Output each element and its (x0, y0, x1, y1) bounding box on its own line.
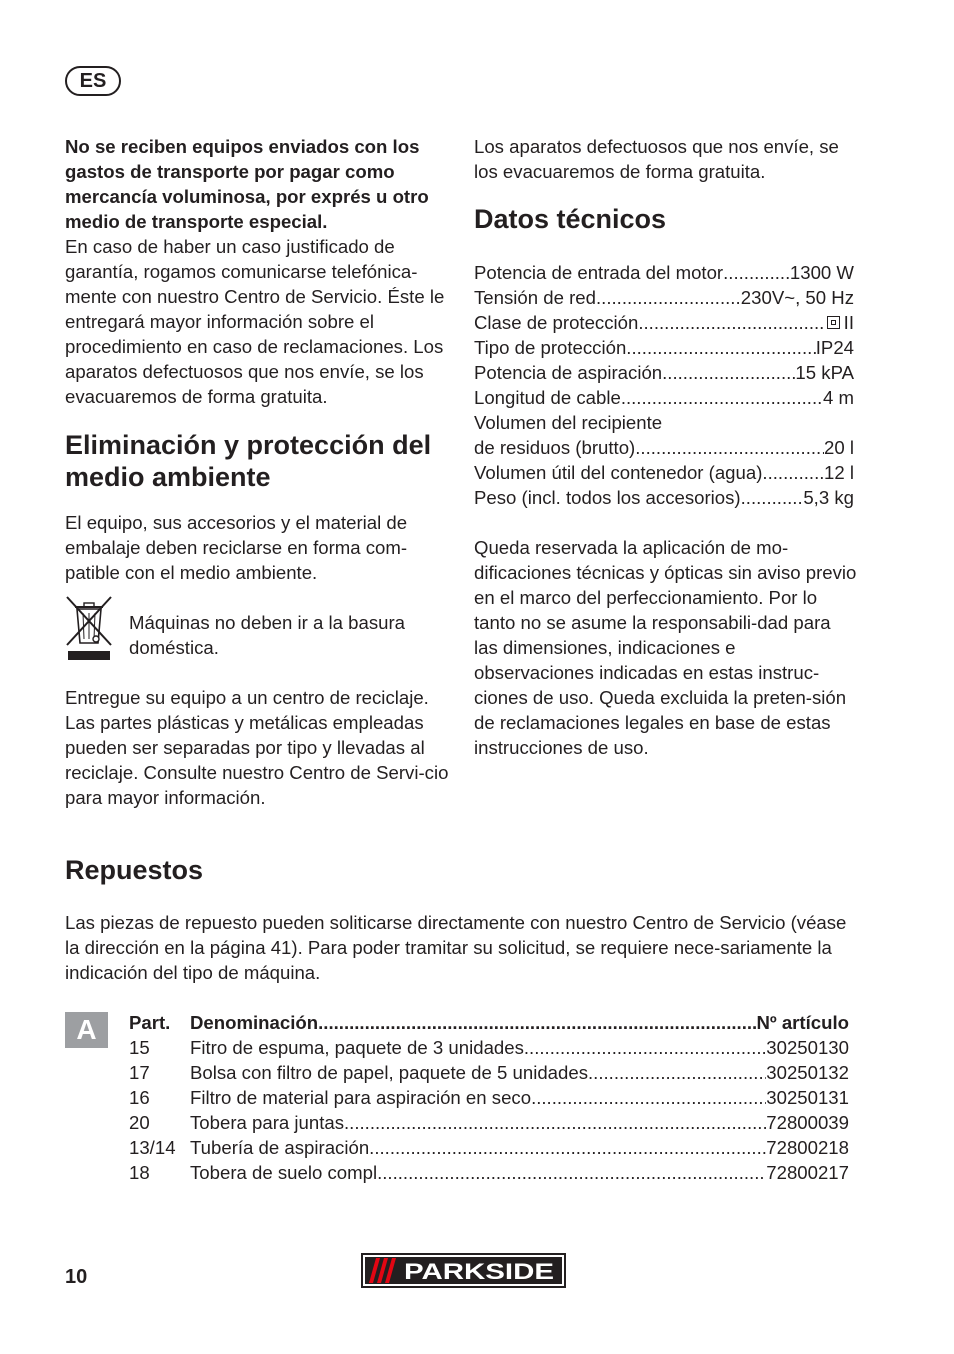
article-number: 72800218 (766, 1137, 849, 1158)
part-number: 16 (129, 1087, 150, 1108)
spares-heading: Repuestos (65, 855, 204, 885)
spec-label: Longitud de cable (474, 387, 621, 408)
spec-value: II (843, 312, 854, 333)
left-column (65, 134, 450, 409)
table-row (129, 1035, 849, 1060)
crossed-out-bin-icon (65, 595, 113, 661)
page-number: 10 (65, 1266, 88, 1288)
right-intro: Los aparatos defectuosos que nos envíe, se los evacuaremos de forma gratuita. (474, 136, 839, 182)
spec-row (474, 285, 854, 310)
spec-label: Volumen útil del contenedor (agua) (474, 462, 763, 483)
spec-value: 5,3 kg (803, 487, 854, 508)
article-number: 30250132 (766, 1062, 849, 1083)
environment-paragraph (65, 510, 450, 585)
spec-label: Potencia de entrada del motor (474, 262, 724, 283)
svg-text:PARKSIDE: PARKSIDE (404, 1259, 554, 1284)
spec-row (474, 360, 854, 385)
spec-value: IP24 (815, 337, 854, 358)
weee-text: Máquinas no deben ir a la basura doméstica. (129, 612, 405, 658)
article-number: 30250131 (766, 1087, 849, 1108)
part-number: 13/14 (129, 1137, 176, 1158)
environment-text: El equipo, sus accesorios y el material de embalaje deben reciclarse en forma com-patible con el medio ambiente. (65, 512, 408, 583)
spec-label: Peso (incl. todos los accesorios) (474, 487, 741, 508)
spec-value: 1300 W (789, 262, 854, 283)
language-badge: ES (65, 66, 121, 96)
header-part: Part. (129, 1012, 171, 1033)
table-row (129, 1160, 849, 1185)
spec-row (474, 335, 854, 360)
part-name: Tobera de suelo compl. (190, 1162, 383, 1183)
spec-label: Clase de protección (474, 312, 639, 333)
part-name: Fitro de espuma, paquete de 3 unidades (190, 1037, 524, 1058)
shipping-notice: No se reciben equipos enviados con los gastos de transporte por pagar como mercancía voluminosa, por exprés u otro medio de transporte especial. (65, 136, 429, 232)
spec-row (474, 485, 854, 510)
spec-label-line: Volumen del recipiente (474, 412, 663, 433)
part-number: 20 (129, 1112, 150, 1133)
part-number: 17 (129, 1062, 150, 1083)
table-row (129, 1110, 849, 1135)
protection-class-icon (827, 316, 840, 329)
environment-heading: Eliminación y protección del medio ambiente (65, 430, 432, 492)
table-row (129, 1135, 849, 1160)
recycling-paragraph (65, 685, 450, 810)
part-name: Bolsa con filtro de papel, paquete de 5 unidades (190, 1062, 588, 1083)
spec-row (474, 460, 854, 485)
spec-value: 15 kPA (795, 362, 854, 383)
parkside-logo (361, 1253, 566, 1288)
spares-intro: Las piezas de repuesto pueden soliticarse directamente con nuestro Centro de Servicio (véase la dirección en la página 41). Para poder tramitar su solicitud, se requiere nece-sariamente la indicación del tipo de máquina. (65, 912, 847, 983)
spec-label: Tipo de protección (474, 337, 627, 358)
spec-row (474, 310, 854, 335)
part-name: Filtro de material para aspiración en seco (190, 1087, 532, 1108)
disclaimer-paragraph: Queda reservada la aplicación de mo-dificaciones técnicas y ópticas sin aviso previo en el marco del perfeccionamiento. Por lo tanto no se asume la responsabili-dad para las dimensiones, indicaciones e observaciones indicadas en estas instruc-ciones de uso. Queda excluida la preten-sión de reclamaciones legales en base de estas instrucciones de uso. (474, 537, 857, 758)
spec-value: 20 l (824, 437, 854, 458)
article-number: 30250130 (766, 1037, 849, 1058)
spec-value: 230V~, 50 Hz (740, 287, 854, 308)
header-article: Nº artículo (756, 1012, 849, 1033)
spec-value: 12 l (824, 462, 854, 483)
part-number: 18 (129, 1162, 150, 1183)
spec-value: 4 m (823, 387, 854, 408)
header-name: Denominación (190, 1012, 319, 1033)
part-name: Tobera para juntas (190, 1112, 345, 1133)
spec-row (474, 260, 854, 285)
spec-label: de residuos (brutto) (474, 437, 636, 458)
spec-row (474, 435, 854, 460)
specs-heading: Datos técnicos (474, 204, 667, 234)
spec-row (474, 385, 854, 410)
part-name: Tubería de aspiración (190, 1137, 370, 1158)
warranty-paragraph: En caso de haber un caso justificado de garantía, rogamos comunicarse telefónica-mente con nuestro Centro de Servicio. Éste le entregará mayor información sobre el procedimiento en caso de reclamaciones. Los aparatos defectuosos que nos envíe, se los evacuaremos de forma gratuita. (65, 236, 445, 407)
part-number: 15 (129, 1037, 150, 1058)
spec-label: Potencia de aspiración (474, 362, 663, 383)
table-row (129, 1085, 849, 1110)
recycling-text: Entregue su equipo a un centro de reciclaje. Las partes plásticas y metálicas empleadas pueden ser separadas por tipo y llevadas al reciclaje. Consulte nuestro Centro de Servi-cio para mayor información. (65, 687, 449, 808)
spec-label: Tensión de red (474, 287, 596, 308)
parts-table-header (129, 1010, 849, 1035)
figure-a-badge: A (65, 1012, 108, 1048)
article-number: 72800217 (766, 1162, 849, 1183)
table-row (129, 1060, 849, 1085)
article-number: 72800039 (766, 1112, 849, 1133)
specs-list (474, 260, 854, 510)
parts-table (129, 1010, 849, 1185)
